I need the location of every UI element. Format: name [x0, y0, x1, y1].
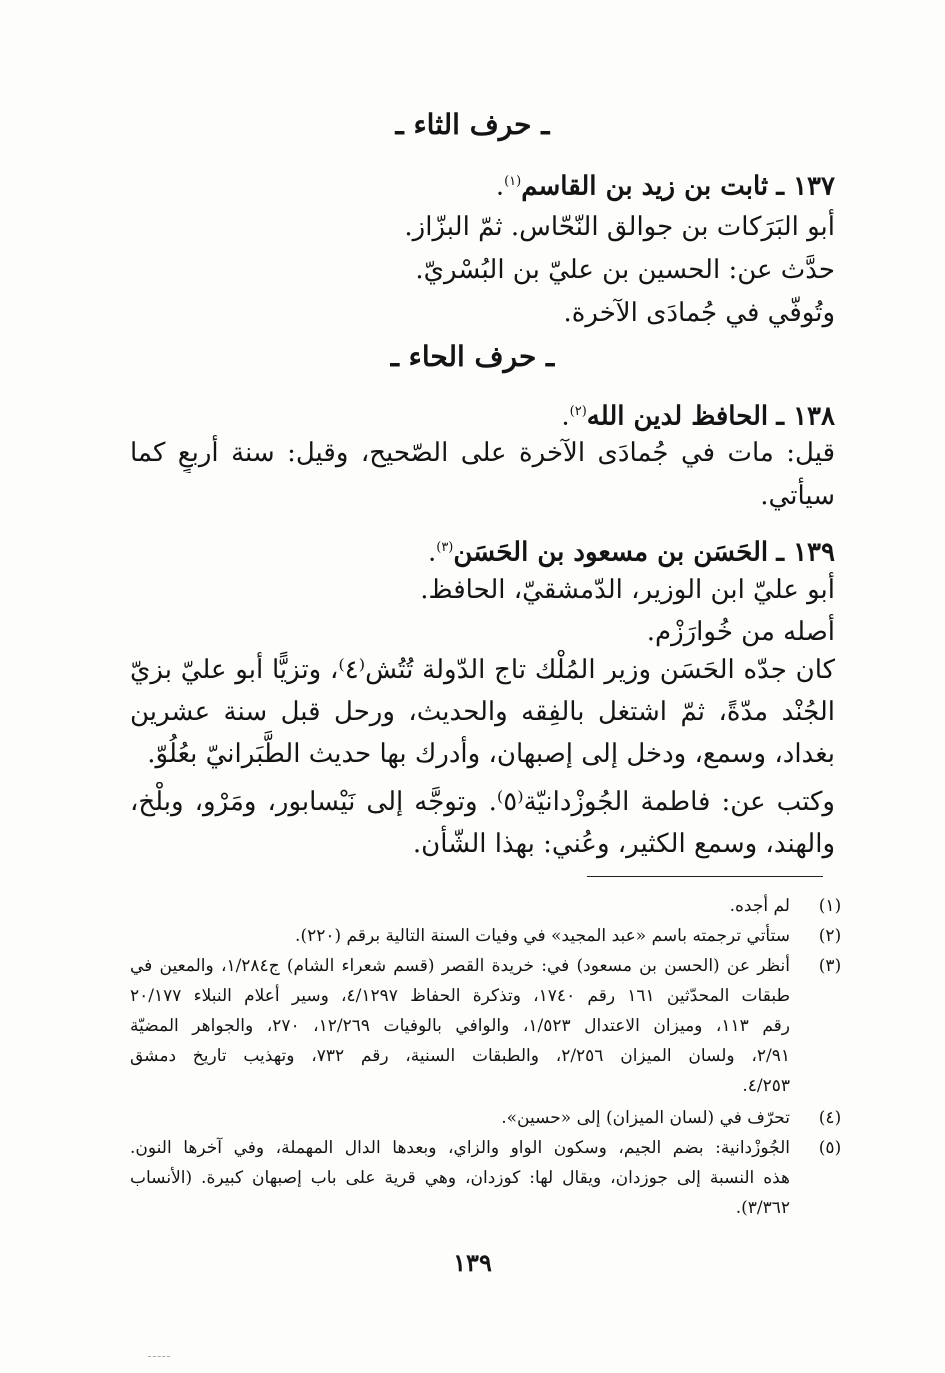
- entry-line: أصله من خُوارَزْم.: [646, 617, 835, 647]
- footnote-text: طبقات المحدّثين ١٦١ رقم ١٧٤٠، وتذكرة الحفاظ ٤/١٢٩٧، وسير أعلام النبلاء ٢٠/١٧٧: [130, 986, 790, 1006]
- footnote-marker: (٢): [818, 926, 842, 946]
- footnote-marker: (١): [818, 896, 842, 916]
- entry-line: أبو عليّ ابن الوزير، الدّمشقيّ، الحافظ.: [420, 575, 835, 605]
- section-heading-tha: ـ حرف الثاء ـ: [395, 108, 550, 141]
- entry-line: بغداد، وسمع، ودخل إلى إصبهان، وأدرك بها حديث الطَّبَرانيّ بعُلُوّ.: [147, 739, 835, 769]
- entry-line: كان جدّه الحَسَن وزير المُلْك تاج الدّولة تُتُش⁽٤⁾، وتزيًّا أبو عليّ بزيّ: [130, 655, 835, 685]
- footnote-text: ٤/٢٥٣.: [742, 1076, 790, 1096]
- entry-line: وتُوفّي في جُمادَى الآخرة.: [563, 298, 835, 328]
- entry-number: ١٣٨ ـ: [776, 401, 835, 432]
- footnote-ref[interactable]: (٣): [436, 540, 454, 555]
- entry-line: قيل: مات في جُمادَى الآخرة على الصّحيح، وقيل: سنة أربعٍ كما: [130, 438, 835, 468]
- footnote-text: رقم ١١٣، وميزان الاعتدال ١/٥٢٣، والوافي بالوفيات ١٢/٢٦٩، ٢٧٠، والجواهر المضيّة: [130, 1016, 790, 1036]
- entry-line: والهند، وسمع الكثير، وعُني: بهذا الشّأن.: [412, 829, 835, 859]
- scan-artifact: [148, 1356, 170, 1357]
- footnote-ref[interactable]: (١): [504, 174, 522, 189]
- footnote-text: هذه النسبة إلى جوزدان، ويقال لها: كوزدان، وهي قرية على باب إصبهان كبيرة. (الأنساب: [130, 1168, 790, 1188]
- footnote-text: أنظر عن (الحسن بن مسعود) في: خريدة القصر (قسم شعراء الشام) ج١/٢٨٤، والمعين في: [130, 956, 790, 976]
- entry-name: الحافظ لدين الله: [586, 401, 769, 432]
- entry-title: [130, 392, 835, 437]
- footnote-text: ستأتي ترجمته باسم «عبد المجيد» في وفيات السنة التالية برقم (٢٢٠).: [295, 926, 790, 946]
- entry-line: وكتب عن: فاطمة الجُوزْدانيّة⁽٥⁾. وتوجَّه إلى نَيْسابور، ومَرْو، وبلْخ،: [130, 787, 835, 817]
- entry-number: ١٣٩ ـ: [776, 537, 835, 568]
- entry-line: أبو البَرَكات بن جوالق النّحّاس. ثمّ البزّاز.: [404, 212, 835, 242]
- entry-line: الجُنْد مدّةً، ثمّ اشتغل بالفِقه والحديث، ورحل قبل سنة عشرين: [130, 697, 835, 727]
- entry-number: ١٣٧ ـ: [776, 171, 835, 202]
- entry-end: .: [427, 537, 437, 568]
- footnote-marker: (٤): [818, 1108, 842, 1128]
- footnote-text: ٣/٣٦٢).: [735, 1198, 790, 1218]
- footnote-text: لم أجده.: [729, 896, 790, 916]
- footnote-ref[interactable]: (٢): [569, 404, 587, 419]
- entry-title: [130, 528, 835, 573]
- section-heading-ha: ـ حرف الحاء ـ: [390, 340, 555, 373]
- footnote-text: ٢/٩١، ولسان الميزان ٢/٢٥٦، والطبقات السنية، رقم ٧٣٢، وتهذيب تاريخ دمشق: [130, 1046, 790, 1066]
- footnote-marker: (٥): [818, 1138, 842, 1158]
- entry-name: ثابت بن زيد بن القاسم: [521, 171, 769, 202]
- entry-name: الحَسَن بن مسعود بن الحَسَن: [453, 537, 769, 568]
- footnote-marker: (٣): [818, 956, 842, 976]
- page-number: ١٣٩: [453, 1248, 492, 1277]
- entry-line: حدَّث عن: الحسين بن عليّ بن البُسْريّ.: [415, 255, 835, 285]
- entry-end: .: [561, 401, 570, 432]
- footnote-separator: [587, 876, 823, 877]
- footnote-text: تحرّف في (لسان الميزان) إلى «حسين».: [501, 1108, 790, 1128]
- entry-title: [130, 162, 835, 207]
- footnote-text: الجُوزْدانية: بضم الجيم، وسكون الواو والزاي، وبعدها الدال المهملة، وفي آخرها النون.: [130, 1138, 790, 1158]
- entry-line: سيأتي.: [760, 481, 835, 511]
- entry-end: .: [495, 171, 505, 202]
